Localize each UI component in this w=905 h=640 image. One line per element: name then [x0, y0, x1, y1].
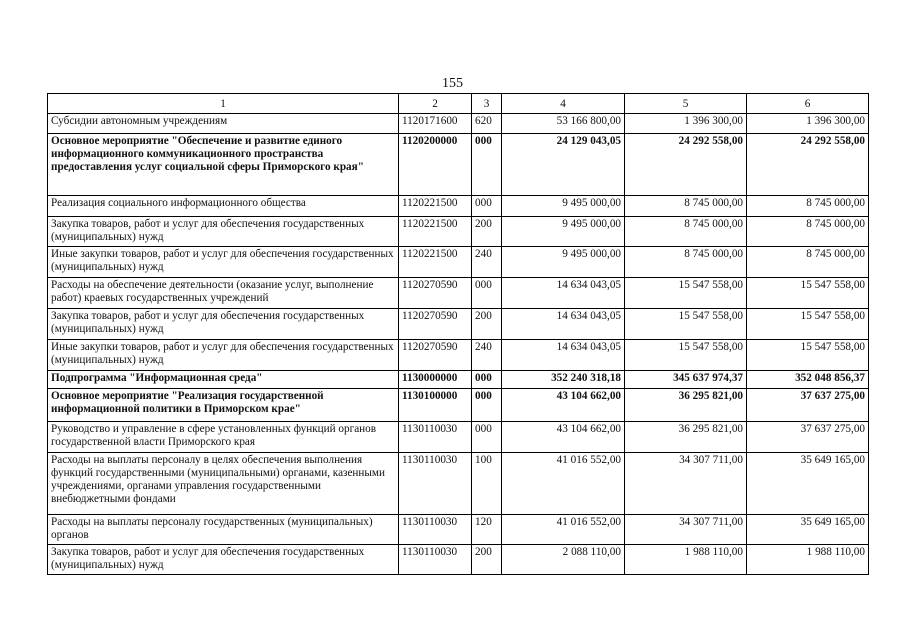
row-value-cell: 14 634 043,05 — [502, 340, 625, 371]
row-value-cell: 37 637 275,00 — [747, 389, 869, 422]
row-vr-cell: 000 — [472, 422, 502, 453]
row-vr-cell: 620 — [472, 114, 502, 134]
row-value-cell: 41 016 552,00 — [502, 453, 625, 515]
row-value-cell: 15 547 558,00 — [747, 340, 869, 371]
row-vr-cell: 200 — [472, 545, 502, 575]
row-value-cell: 2 088 110,00 — [502, 545, 625, 575]
row-vr-cell: 000 — [472, 196, 502, 217]
row-value-cell: 1 396 300,00 — [625, 114, 747, 134]
row-code-cell: 1120221500 — [399, 217, 472, 247]
row-name-cell: Иные закупки товаров, работ и услуг для обеспечения государственных (муниципальных) нужд — [48, 247, 399, 278]
table-row — [48, 309, 869, 340]
row-value-cell: 9 495 000,00 — [502, 217, 625, 247]
row-value-cell: 345 637 974,37 — [625, 371, 747, 389]
row-value-cell: 24 129 043,05 — [502, 134, 625, 196]
table-row — [48, 217, 869, 247]
row-value-cell: 53 166 800,00 — [502, 114, 625, 134]
row-value-cell: 8 745 000,00 — [625, 196, 747, 217]
row-value-cell: 8 745 000,00 — [625, 217, 747, 247]
row-name-cell: Руководство и управление в сфере установленных функций органов государственной власти Приморского края — [48, 422, 399, 453]
row-name-cell: Иные закупки товаров, работ и услуг для обеспечения государственных (муниципальных) нужд — [48, 340, 399, 371]
row-value-cell: 8 745 000,00 — [747, 217, 869, 247]
row-value-cell: 9 495 000,00 — [502, 196, 625, 217]
row-vr-cell: 000 — [472, 134, 502, 196]
row-vr-cell: 000 — [472, 389, 502, 422]
row-code-cell: 1120270590 — [399, 278, 472, 309]
header-cell: 2 — [399, 94, 472, 114]
header-cell: 5 — [625, 94, 747, 114]
header-cell: 6 — [747, 94, 869, 114]
row-value-cell: 1 396 300,00 — [747, 114, 869, 134]
row-code-cell: 1130110030 — [399, 515, 472, 545]
row-value-cell: 24 292 558,00 — [747, 134, 869, 196]
row-value-cell: 34 307 711,00 — [625, 453, 747, 515]
row-name-cell: Основное мероприятие "Реализация государственной информационной политики в Приморском крае" — [48, 389, 399, 422]
header-cell: 3 — [472, 94, 502, 114]
header-cell: 4 — [502, 94, 625, 114]
row-value-cell: 15 547 558,00 — [747, 278, 869, 309]
table-row — [48, 278, 869, 309]
row-code-cell: 1120171600 — [399, 114, 472, 134]
row-code-cell: 1130110030 — [399, 545, 472, 575]
row-value-cell: 37 637 275,00 — [747, 422, 869, 453]
row-value-cell: 35 649 165,00 — [747, 453, 869, 515]
row-value-cell: 1 988 110,00 — [747, 545, 869, 575]
row-value-cell: 15 547 558,00 — [625, 309, 747, 340]
row-vr-cell: 000 — [472, 278, 502, 309]
row-vr-cell: 240 — [472, 247, 502, 278]
row-value-cell: 1 988 110,00 — [625, 545, 747, 575]
row-vr-cell: 200 — [472, 217, 502, 247]
row-code-cell: 1120221500 — [399, 196, 472, 217]
row-name-cell: Закупка товаров, работ и услуг для обеспечения государственных (муниципальных) нужд — [48, 217, 399, 247]
row-name-cell: Расходы на обеспечение деятельности (оказание услуг, выполнение работ) краевых государственных учреждений — [48, 278, 399, 309]
budget-table — [47, 93, 869, 575]
table-row — [48, 422, 869, 453]
row-vr-cell: 120 — [472, 515, 502, 545]
row-code-cell: 1130110030 — [399, 422, 472, 453]
row-name-cell: Закупка товаров, работ и услуг для обеспечения государственных (муниципальных) нужд — [48, 309, 399, 340]
row-code-cell: 1130100000 — [399, 389, 472, 422]
table-row — [48, 114, 869, 134]
row-vr-cell: 100 — [472, 453, 502, 515]
row-value-cell: 41 016 552,00 — [502, 515, 625, 545]
row-value-cell: 352 240 318,18 — [502, 371, 625, 389]
row-value-cell: 8 745 000,00 — [747, 247, 869, 278]
header-row — [48, 94, 869, 114]
row-code-cell: 1130110030 — [399, 453, 472, 515]
row-value-cell: 35 649 165,00 — [747, 515, 869, 545]
row-name-cell: Расходы на выплаты персоналу в целях обеспечения выполнения функций государственными (муниципальными) органами, казенными учреждениями, органами управления государственными внебюджетными фондами — [48, 453, 399, 515]
row-value-cell: 36 295 821,00 — [625, 422, 747, 453]
row-value-cell: 36 295 821,00 — [625, 389, 747, 422]
row-name-cell: Субсидии автономным учреждениям — [48, 114, 399, 134]
table-row — [48, 371, 869, 389]
row-code-cell: 1120221500 — [399, 247, 472, 278]
row-value-cell: 15 547 558,00 — [747, 309, 869, 340]
row-vr-cell: 000 — [472, 371, 502, 389]
row-name-cell: Закупка товаров, работ и услуг для обеспечения государственных (муниципальных) нужд — [48, 545, 399, 575]
table-row — [48, 340, 869, 371]
table-row — [48, 247, 869, 278]
row-vr-cell: 240 — [472, 340, 502, 371]
row-code-cell: 1120270590 — [399, 309, 472, 340]
row-value-cell: 43 104 662,00 — [502, 389, 625, 422]
row-name-cell: Реализация социального информационного общества — [48, 196, 399, 217]
row-value-cell: 15 547 558,00 — [625, 340, 747, 371]
row-value-cell: 8 745 000,00 — [747, 196, 869, 217]
row-value-cell: 34 307 711,00 — [625, 515, 747, 545]
row-code-cell: 1130000000 — [399, 371, 472, 389]
table-row — [48, 515, 869, 545]
row-value-cell: 15 547 558,00 — [625, 278, 747, 309]
row-value-cell: 24 292 558,00 — [625, 134, 747, 196]
table-row — [48, 196, 869, 217]
page-number: 155 — [442, 76, 463, 91]
row-code-cell: 1120200000 — [399, 134, 472, 196]
row-value-cell: 14 634 043,05 — [502, 278, 625, 309]
table-row — [48, 134, 869, 196]
row-name-cell: Основное мероприятие "Обеспечение и развитие единого информационного коммуникационного пространства предоставления услуг социальной сферы Приморского края" — [48, 134, 399, 196]
row-value-cell: 9 495 000,00 — [502, 247, 625, 278]
row-value-cell: 8 745 000,00 — [625, 247, 747, 278]
row-vr-cell: 200 — [472, 309, 502, 340]
row-name-cell: Подпрограмма "Информационная среда" — [48, 371, 399, 389]
header-cell: 1 — [48, 94, 399, 114]
row-value-cell: 14 634 043,05 — [502, 309, 625, 340]
table-row — [48, 389, 869, 422]
row-code-cell: 1120270590 — [399, 340, 472, 371]
table-row — [48, 453, 869, 515]
row-value-cell: 43 104 662,00 — [502, 422, 625, 453]
table-row — [48, 545, 869, 575]
row-name-cell: Расходы на выплаты персоналу государственных (муниципальных) органов — [48, 515, 399, 545]
row-value-cell: 352 048 856,37 — [747, 371, 869, 389]
